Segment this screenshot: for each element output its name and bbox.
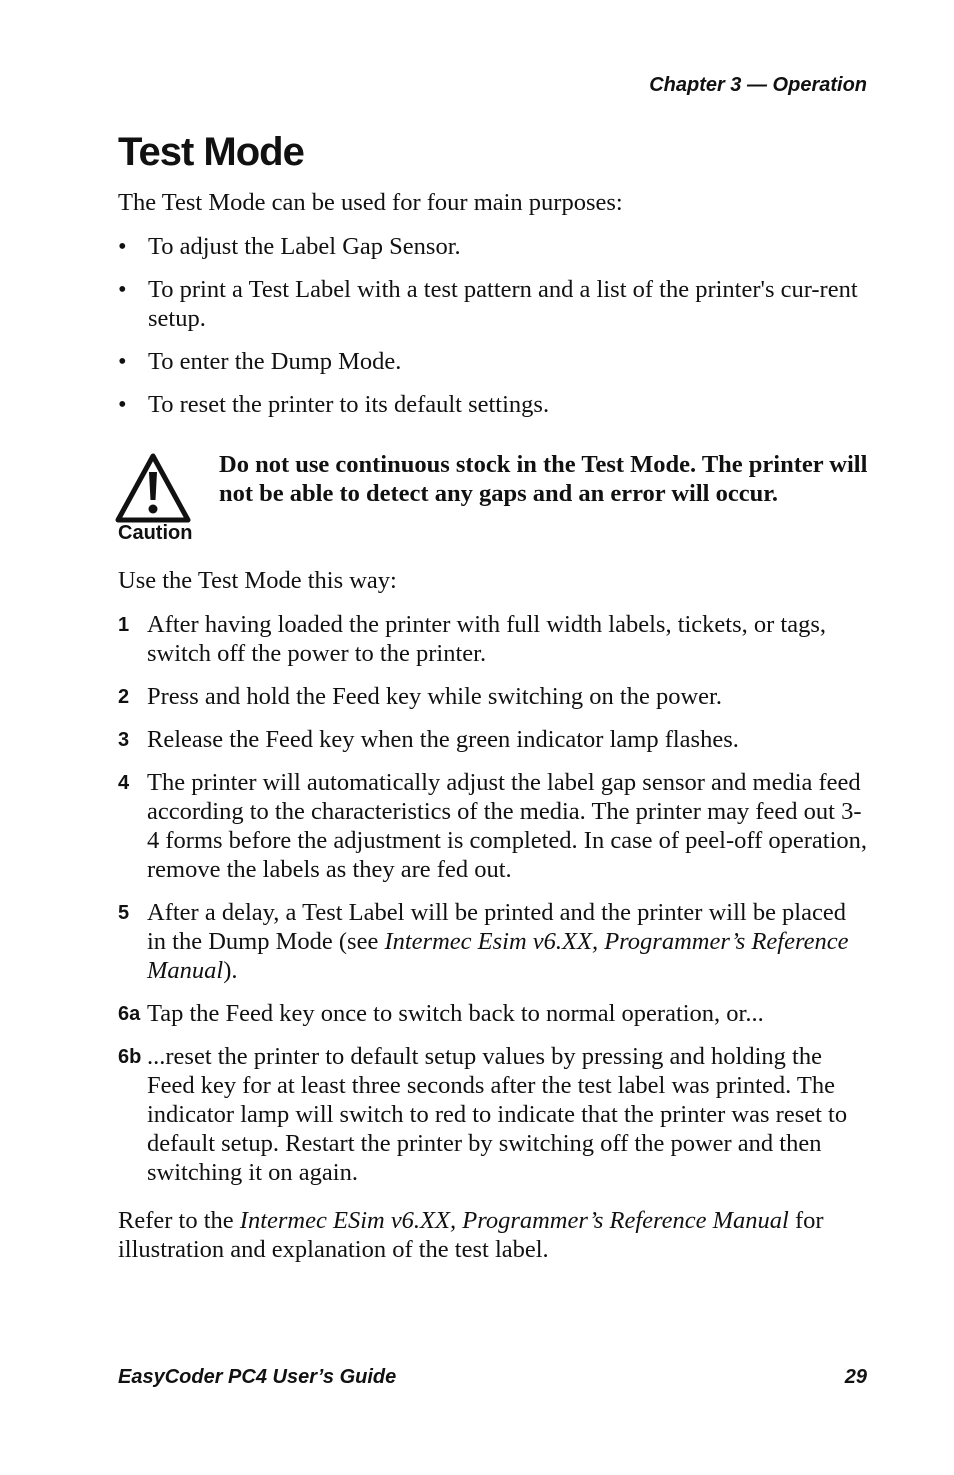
step-number: 1 <box>118 614 130 636</box>
step-number: 2 <box>118 686 130 708</box>
step-number: 3 <box>118 729 130 751</box>
list-item <box>118 725 868 754</box>
intro-paragraph: The Test Mode can be used for four main purposes: <box>118 189 623 216</box>
list-item <box>118 610 868 668</box>
manual-reference: Intermec ESim v6.XX, Programmer’s Reference Manual <box>239 1207 789 1234</box>
page-title: Test Mode <box>118 130 304 174</box>
step-text: After having loaded the printer with full width labels, tickets, or tags, switch off the power to the printer. <box>147 611 827 667</box>
steps-list <box>118 610 868 1201</box>
step-number: 4 <box>118 772 130 794</box>
page-number: 29 <box>844 1366 867 1388</box>
list-item-text: To reset the printer to its default settings. <box>148 391 550 418</box>
list-item <box>118 275 868 333</box>
list-item <box>118 347 868 376</box>
closing-text-start: Refer to the <box>118 1207 240 1234</box>
step-text: The printer will automatically adjust the label gap sensor and media feed according to the characteristics of the media. The printer may feed out 3-4 forms before the adjustment is completed. In case of peel-off operation, remove the labels as they are fed out. <box>147 769 868 883</box>
list-item-text: To adjust the Label Gap Sensor. <box>148 233 461 260</box>
list-item <box>118 232 868 261</box>
list-item-text: To enter the Dump Mode. <box>148 348 402 375</box>
step-number: 6b <box>118 1046 142 1068</box>
steps-intro: Use the Test Mode this way: <box>118 567 397 594</box>
list-item <box>118 682 868 711</box>
list-item <box>118 1042 868 1187</box>
step-text: Tap the Feed key once to switch back to normal operation, or... <box>147 1000 764 1027</box>
purpose-list <box>118 232 868 433</box>
bullet-icon: • <box>118 276 127 303</box>
list-item <box>118 768 868 884</box>
list-item <box>118 390 868 419</box>
footer-guide-title: EasyCoder PC4 User’s Guide <box>118 1366 397 1388</box>
step-text: ...reset the printer to default setup values by pressing and holding the Feed key for at least three seconds after the test label was printed. The indicator lamp will switch to red to indicate that the printer was reset to default setup. Restart the printer by switching off the power and then switching it on again. <box>147 1043 848 1186</box>
caution-label: Caution <box>118 522 193 544</box>
step-number: 6a <box>118 1003 141 1025</box>
step-text <box>147 899 848 984</box>
caution-text: Do not use continuous stock in the Test Mode. The printer will not be able to detect any gaps and an error will occur. <box>219 451 868 507</box>
step-text: Release the Feed key when the green indicator lamp flashes. <box>147 726 739 753</box>
step-text: Press and hold the Feed key while switching on the power. <box>147 683 722 710</box>
step-text-start: After a delay, a Test Label will be printed and the printer will be placed in the Dump Mode (see <box>147 899 846 955</box>
bullet-icon: • <box>118 391 127 418</box>
manual-reference: Intermec Esim v6.XX, Programmer’s Reference Manual <box>147 928 849 984</box>
bullet-icon: • <box>118 233 127 260</box>
list-item <box>118 999 868 1028</box>
step-number: 5 <box>118 902 130 924</box>
list-item <box>118 898 868 985</box>
bullet-icon: • <box>118 348 127 375</box>
closing-text-end: for illustration and explanation of the test label. <box>118 1207 824 1263</box>
step-text-end: ). <box>223 957 238 984</box>
list-item-text: To print a Test Label with a test pattern and a list of the printer's cur-rent setup. <box>148 276 858 332</box>
running-head: Chapter 3 — Operation <box>649 74 867 96</box>
closing-paragraph <box>118 1206 868 1264</box>
